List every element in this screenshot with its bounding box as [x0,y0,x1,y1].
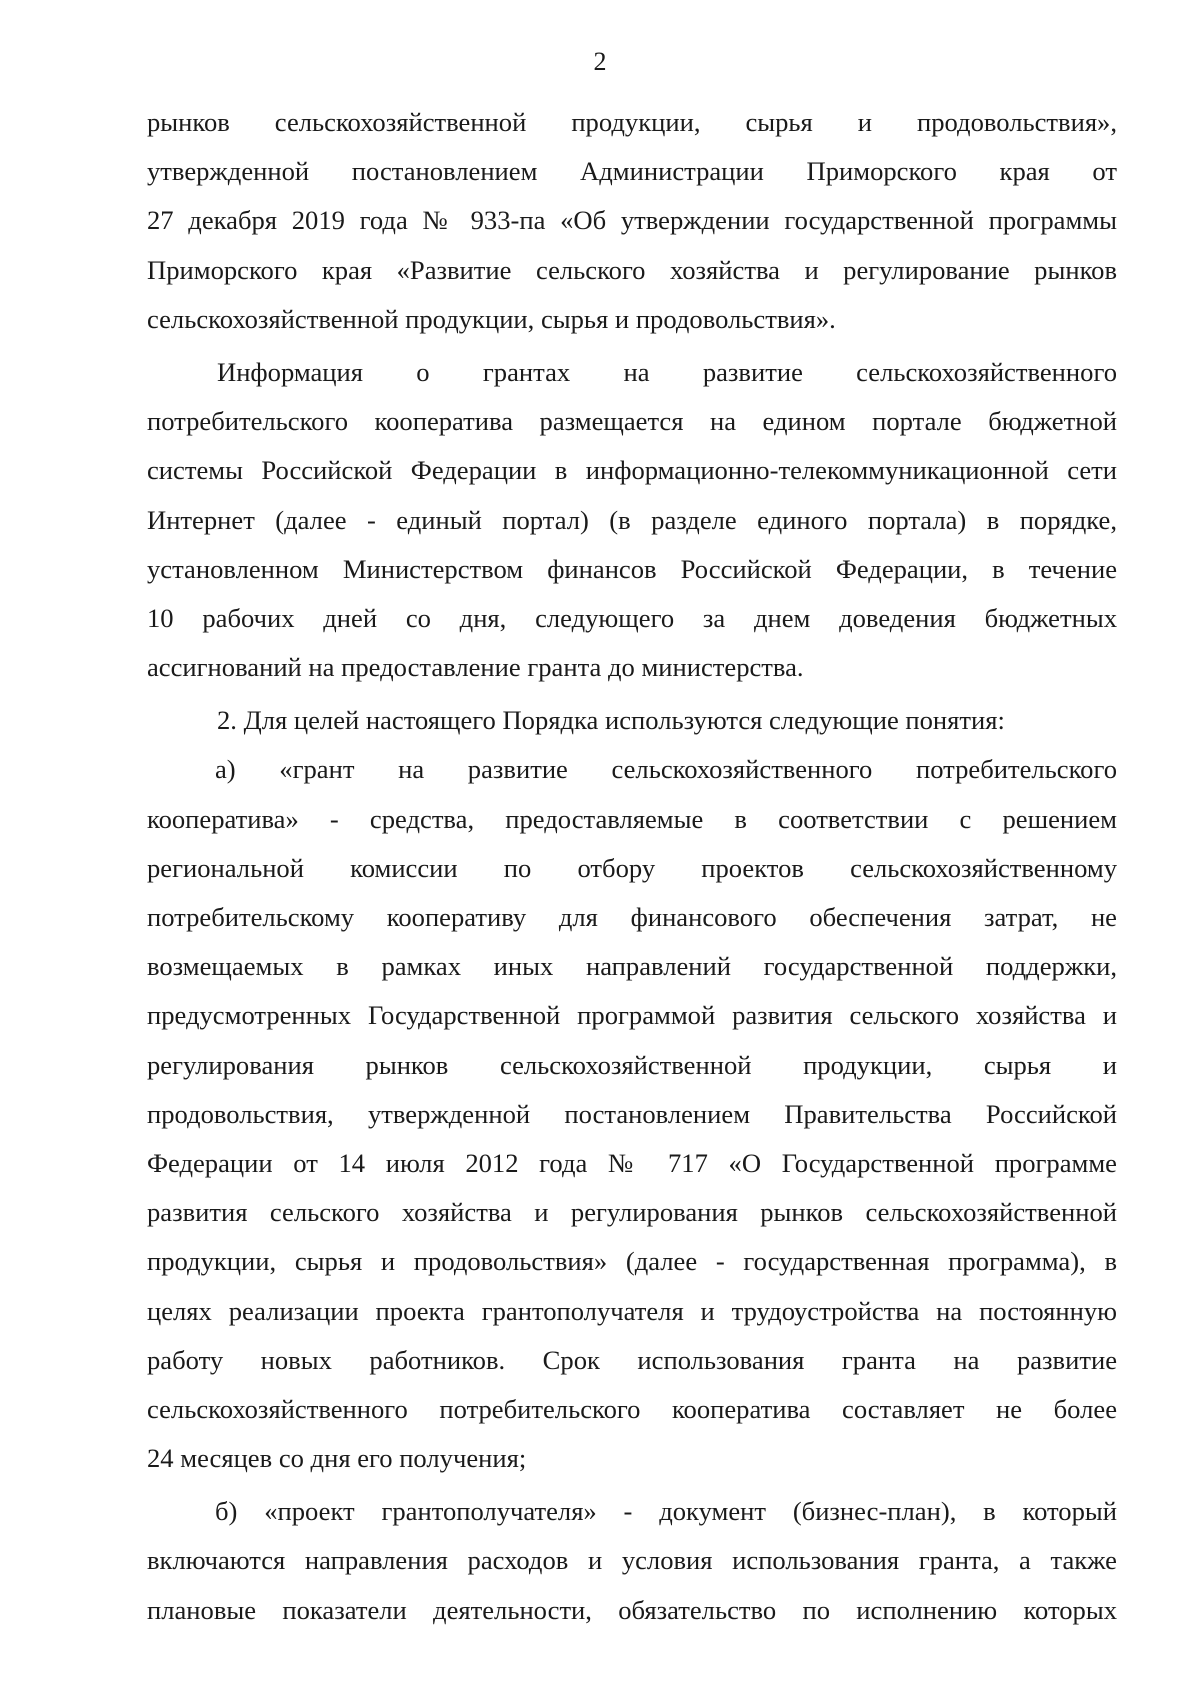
text-line: установленном Министерством финансов Российской Федерации, в течение [147,553,1117,584]
text-line: регулирования рынков сельскохозяйственной продукции, сырья и [147,1049,1117,1080]
text-line: 24 месяцев со дня его получения; [147,1443,527,1474]
text-line: Информация о грантах на развитие сельскохозяйственного [217,356,1117,387]
text-line: 27 декабря 2019 года № 933-па «Об утверждении государственной программы [147,205,1117,236]
paragraph-section-2 [147,696,1117,745]
text-line: предусмотренных Государственной программой развития сельского хозяйства и [147,1000,1117,1031]
text-line: Федерации от 14 июля 2012 года № 717 «О Государственной программе [147,1147,1117,1178]
text-line: 10 рабочих дней со дня, следующего за днем доведения бюджетных [147,602,1117,633]
text-line: включаются направления расходов и условия использования гранта, а также [147,1545,1117,1576]
text-line: сельскохозяйственного потребительского кооператива составляет не более [147,1393,1117,1424]
text-line: Интернет (далее - единый портал) (в разделе единого портала) в порядке, [147,504,1117,535]
paragraph-continuation [147,98,1117,344]
text-line: потребительскому кооперативу для финансового обеспечения затрат, не [147,902,1117,932]
text-line: плановые показатели деятельности, обязательство по исполнению которых [147,1594,1117,1625]
text-line: работу новых работников. Срок использования гранта на развитие [147,1344,1117,1375]
text-line: утвержденной постановлением Администрации Приморского края от [147,156,1117,187]
paragraph-item-b [147,1487,1117,1635]
text-line: сельскохозяйственной продукции, сырья и продовольствия». [147,303,836,334]
text-line: потребительского кооператива размещается на едином портале бюджетной [147,406,1117,437]
paragraph-item-a [147,745,1117,1483]
text-line: кооператива» - средства, предоставляемые в соответствии с решением [147,803,1117,834]
text-line: целях реализации проекта грантополучателя и трудоустройства на постоянную [147,1295,1117,1326]
text-line: возмещаемых в рамках иных направлений государственной поддержки, [147,951,1117,982]
text-line: Приморского края «Развитие сельского хозяйства и регулирование рынков [147,254,1117,285]
text-line: а) «грант на развитие сельскохозяйственного потребительского [215,754,1117,785]
text-line: б) «проект грантополучателя» - документ (бизнес-план), в который [215,1496,1117,1527]
text-line: продовольствия, утвержденной постановлением Правительства Российской [147,1098,1117,1129]
text-line: системы Российской Федерации в информационно-телекоммуникационной сети [147,455,1117,486]
text-line: ассигнований на предоставление гранта до министерства. [147,652,804,683]
text-line: рынков сельскохозяйственной продукции, сырья и продовольствия», [147,107,1117,137]
text-line: 2. Для целей настоящего Порядка используются следующие понятия: [217,705,1005,736]
text-line: продукции, сырья и продовольствия» (далее - государственная программа), в [147,1246,1117,1277]
document-body [147,98,1117,1635]
text-line: региональной комиссии по отбору проектов сельскохозяйственному [147,852,1117,883]
paragraph-grant-info [147,348,1117,692]
page-number: 2 [593,47,607,76]
text-line: развития сельского хозяйства и регулирования рынков сельскохозяйственной [147,1197,1117,1228]
